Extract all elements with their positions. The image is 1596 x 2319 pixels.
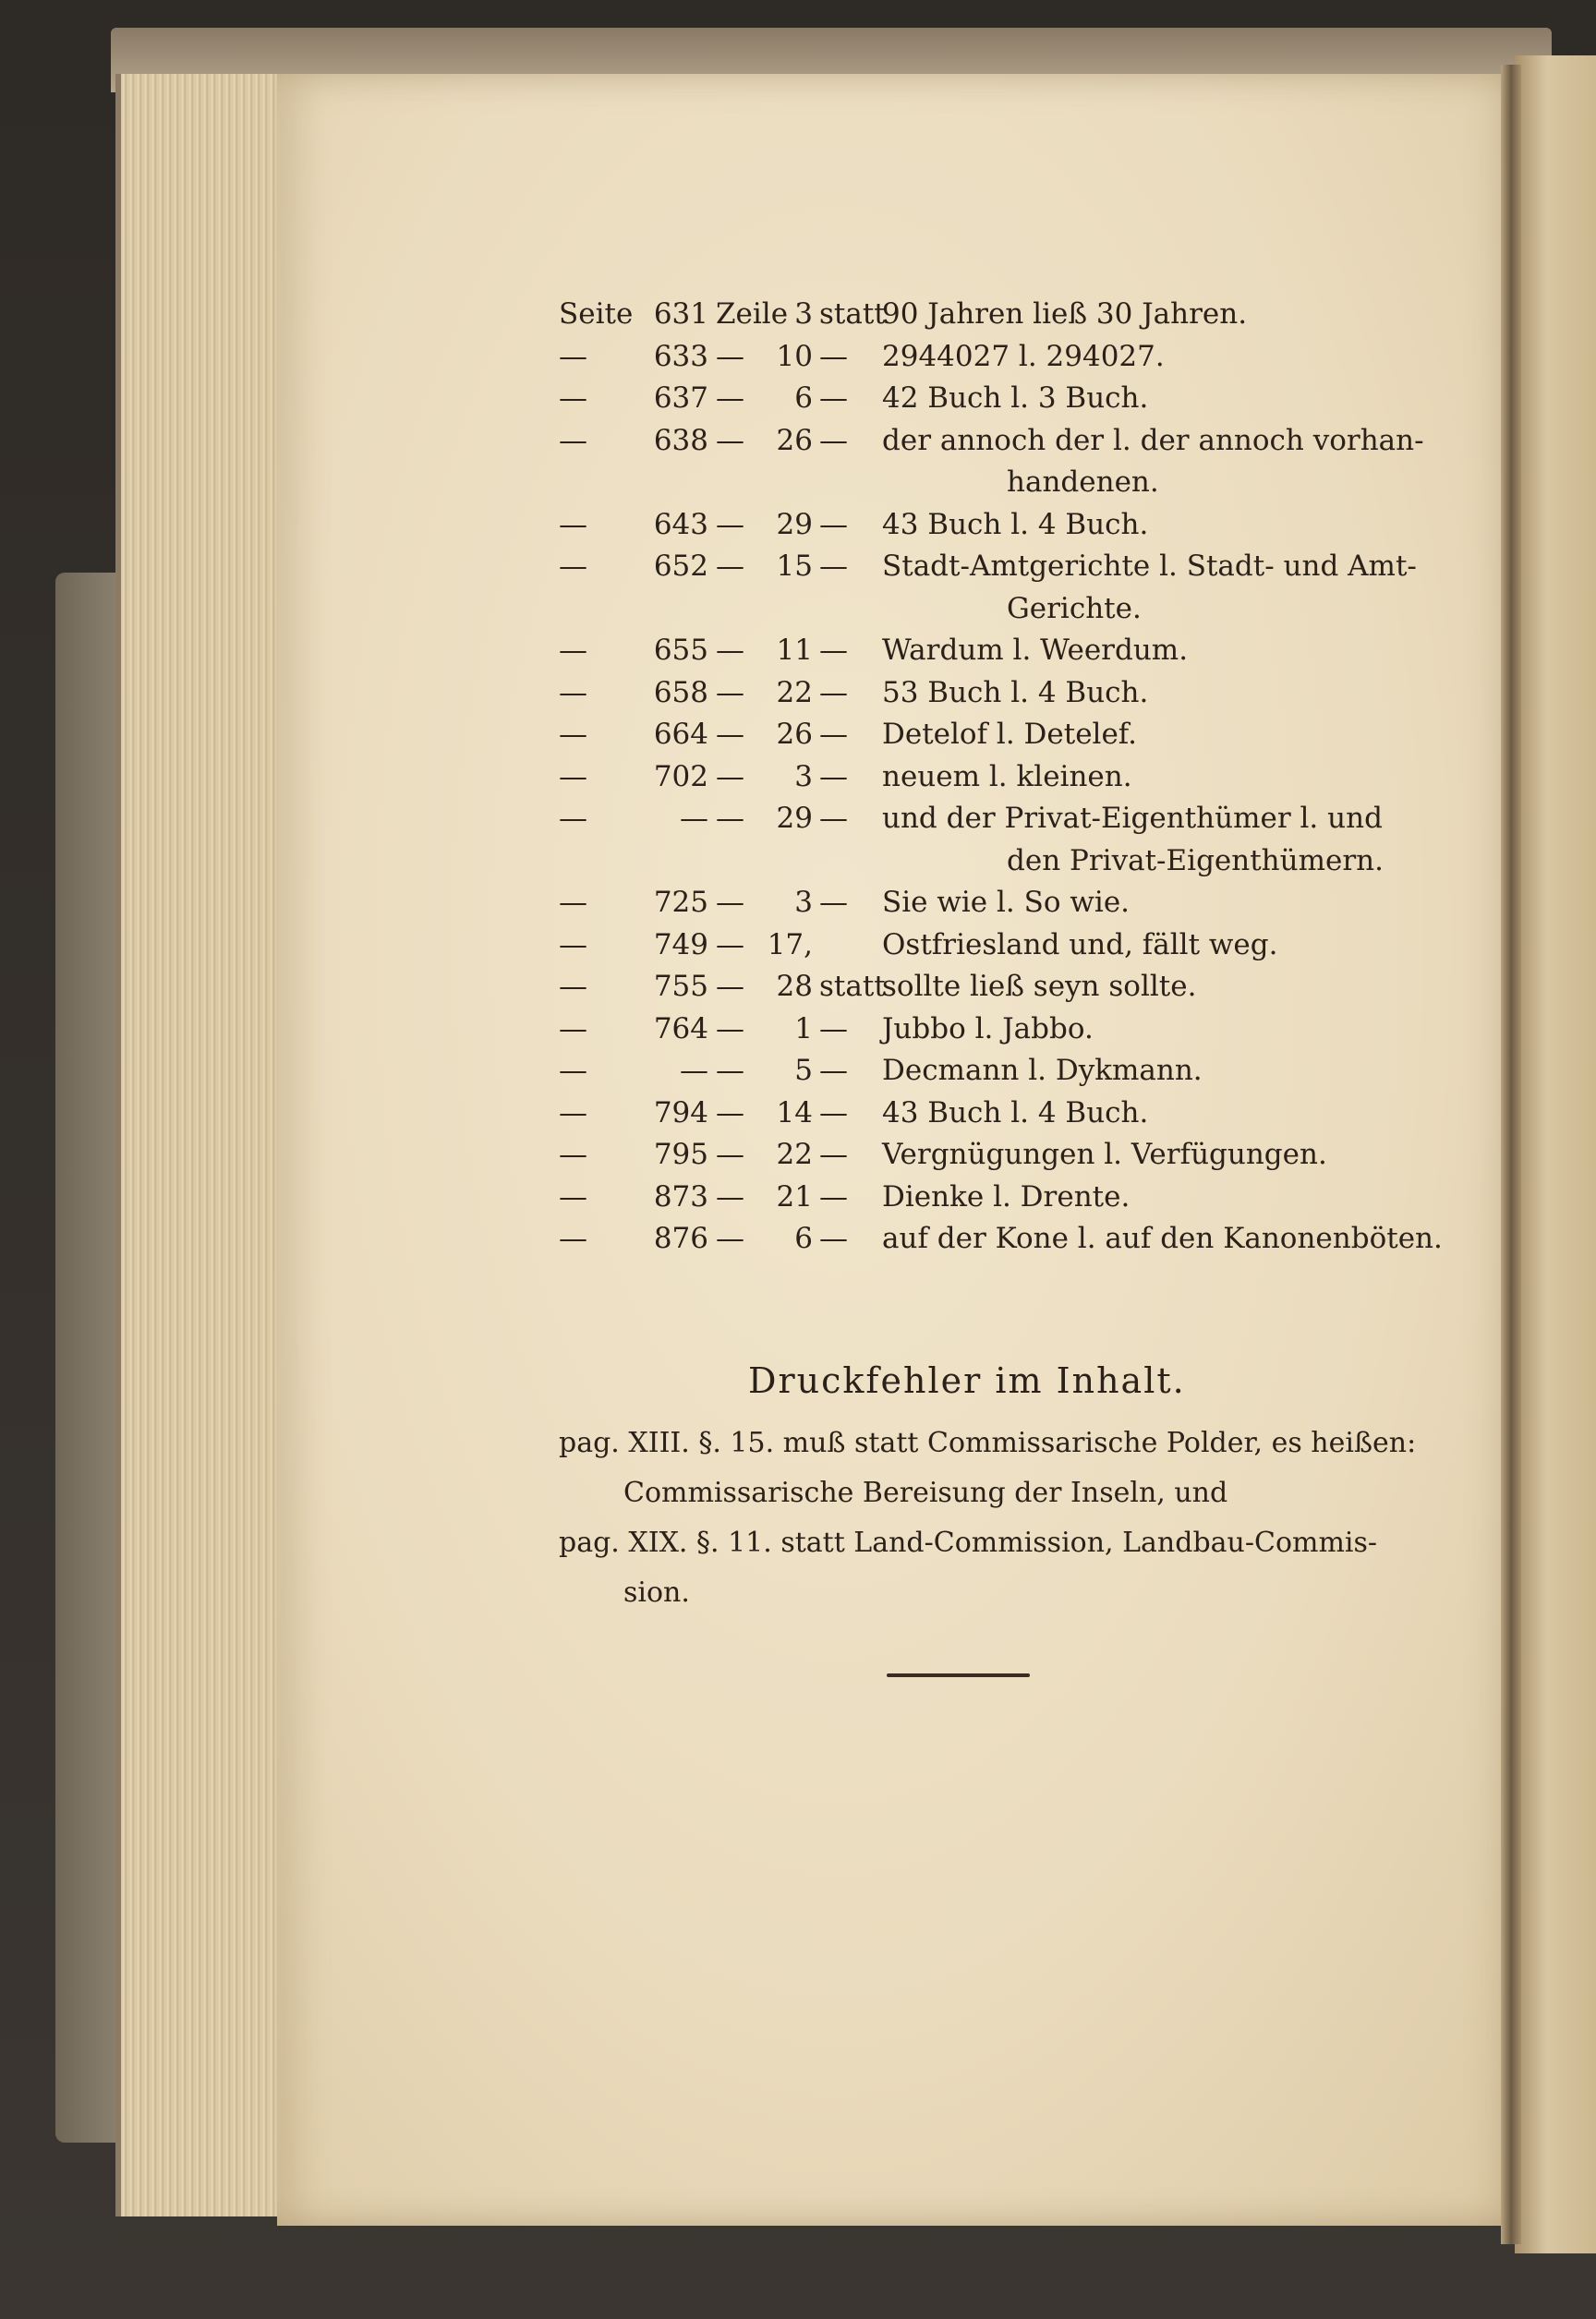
page-number-cell: —: [680, 1054, 708, 1087]
page-number-cell: 633: [653, 339, 708, 373]
statt-cell: —: [819, 381, 848, 415]
correction-continuation: den Privat-Eigenthümern.: [1007, 843, 1384, 877]
correction-text: und der Privat-Eigenthümer l. und: [882, 802, 1383, 835]
correction-text: Sie wie l. So wie.: [882, 886, 1130, 919]
zeile-cell: —: [716, 759, 744, 793]
correction-row: [559, 966, 1482, 1009]
zeile-cell: —: [716, 718, 744, 751]
errata-line: sion.: [623, 1576, 690, 1609]
correction-row: [559, 924, 1482, 967]
correction-row: [559, 882, 1482, 924]
statt-cell: —: [819, 802, 848, 835]
line-number-cell: 6: [794, 1222, 813, 1255]
zeile-cell: —: [716, 675, 744, 709]
correction-row: [559, 1093, 1482, 1135]
line-number-cell: 26: [776, 423, 813, 457]
seite-cell: —: [559, 634, 587, 667]
statt-cell: —: [819, 507, 848, 541]
correction-text: 2944027 l. 294027.: [882, 339, 1165, 373]
correction-text: Dienke l. Drente.: [882, 1179, 1130, 1214]
statt-cell: —: [819, 423, 848, 457]
zeile-cell: Zeile: [716, 297, 789, 331]
zeile-cell: —: [716, 339, 744, 373]
line-number-cell: 26: [776, 718, 813, 751]
correction-row: [559, 1050, 1482, 1093]
statt-cell: —: [819, 634, 848, 667]
line-number-cell: 14: [776, 1095, 813, 1129]
line-number-cell: 3: [794, 759, 813, 793]
line-number-cell: 29: [776, 802, 813, 835]
correction-row: [559, 630, 1482, 672]
statt-cell: —: [819, 1054, 848, 1087]
statt-cell: —: [819, 1011, 848, 1045]
correction-row: [559, 714, 1482, 756]
page-number-cell: 749: [653, 927, 708, 961]
zeile-cell: —: [716, 1179, 744, 1214]
seite-cell: —: [559, 675, 587, 709]
page-number-cell: 873: [653, 1179, 708, 1214]
line-number-cell: 22: [776, 1138, 813, 1171]
zeile-cell: —: [716, 507, 744, 541]
zeile-cell: —: [716, 970, 744, 1003]
seite-cell: —: [559, 423, 587, 457]
zeile-cell: —: [716, 634, 744, 667]
statt-cell: —: [819, 1138, 848, 1171]
statt-cell: —: [819, 759, 848, 793]
line-number-cell: 3: [794, 886, 813, 919]
zeile-cell: —: [716, 802, 744, 835]
seite-cell: —: [559, 381, 587, 415]
errata-content: [559, 294, 1482, 1609]
correction-text: der annoch der l. der annoch vorhan-: [882, 423, 1424, 457]
line-number-cell: 10: [776, 339, 813, 373]
statt-cell: statt: [819, 297, 886, 331]
seite-cell: —: [559, 759, 587, 793]
line-number-cell: 6: [794, 381, 813, 415]
errata-list: [559, 1419, 1482, 1618]
line-number-cell: 28: [776, 970, 813, 1003]
correction-text: Jubbo l. Jabbo.: [882, 1011, 1094, 1045]
page-number-cell: 655: [653, 634, 708, 667]
seite-cell: —: [559, 1095, 587, 1129]
correction-row: [559, 336, 1482, 379]
zeile-cell: —: [716, 886, 744, 919]
seite-cell: —: [559, 339, 587, 373]
zeile-cell: —: [716, 1054, 744, 1087]
line-number-cell: 21: [776, 1179, 813, 1214]
seite-cell: —: [559, 802, 587, 835]
line-number-cell: 3: [794, 297, 813, 331]
statt-cell: —: [819, 1179, 848, 1214]
seite-cell: —: [559, 1138, 587, 1171]
seite-cell: —: [559, 550, 587, 583]
seite-cell: Seite: [559, 297, 634, 331]
errata-line: pag. XIII. §. 15. muß statt Commissarische Polder, es heißen:: [559, 1427, 1417, 1459]
correction-text: 43 Buch l. 4 Buch.: [882, 1095, 1149, 1129]
line-number-cell: 17,: [767, 927, 813, 961]
seite-cell: —: [559, 718, 587, 751]
correction-row: [559, 1134, 1482, 1177]
seite-cell: —: [559, 1011, 587, 1045]
seite-cell: —: [559, 1222, 587, 1255]
page-number-cell: 643: [653, 507, 708, 541]
seite-cell: —: [559, 886, 587, 919]
section-divider-rule: [887, 1673, 1030, 1677]
seite-cell: —: [559, 1054, 587, 1087]
page-number-cell: 631: [653, 297, 708, 331]
correction-text: neuem l. kleinen.: [882, 759, 1132, 793]
correction-text: sollte ließ seyn sollte.: [882, 970, 1197, 1003]
page-number-cell: 638: [653, 423, 708, 457]
errata-line: Commissarische Bereisung der Inseln, und: [623, 1477, 1228, 1509]
errata-heading: Druckfehler im Inhalt.: [748, 1360, 1186, 1401]
correction-text: 53 Buch l. 4 Buch.: [882, 675, 1149, 709]
correction-row: [559, 546, 1482, 588]
correction-row: [559, 462, 1482, 504]
facing-page-edge: [1515, 55, 1596, 2253]
statt-cell: —: [819, 886, 848, 919]
correction-text: 42 Buch l. 3 Buch.: [882, 381, 1149, 415]
page-number-cell: 652: [653, 550, 708, 583]
page-number-cell: 664: [653, 718, 708, 751]
page-number-cell: —: [680, 802, 708, 835]
zeile-cell: —: [716, 927, 744, 961]
correction-row: [559, 420, 1482, 463]
page-number-cell: 702: [653, 759, 708, 793]
zeile-cell: —: [716, 381, 744, 415]
correction-row: [559, 504, 1482, 547]
line-number-cell: 22: [776, 675, 813, 709]
correction-row: [559, 378, 1482, 420]
correction-text: Ostfriesland und, fällt weg.: [882, 927, 1278, 961]
zeile-cell: —: [716, 1222, 744, 1255]
statt-cell: —: [819, 675, 848, 709]
correction-text: Stadt-Amtgerichte l. Stadt- und Amt-: [882, 550, 1417, 583]
page-gutter: [1501, 65, 1521, 2244]
seite-cell: —: [559, 970, 587, 1003]
zeile-cell: —: [716, 1011, 744, 1045]
statt-cell: —: [819, 1222, 848, 1255]
correction-row: [559, 588, 1482, 631]
correction-row: [559, 1009, 1482, 1051]
seite-cell: —: [559, 1179, 587, 1214]
corrections-list: [559, 294, 1482, 1261]
page-number-cell: 876: [653, 1222, 708, 1255]
page-number-cell: 637: [653, 381, 708, 415]
correction-row: [559, 756, 1482, 799]
correction-text: Detelof l. Detelef.: [882, 718, 1138, 751]
seite-cell: —: [559, 927, 587, 961]
statt-cell: —: [819, 339, 848, 373]
line-number-cell: 29: [776, 507, 813, 541]
correction-row: [559, 294, 1482, 336]
statt-cell: —: [819, 718, 848, 751]
correction-row: [559, 798, 1482, 840]
correction-continuation: Gerichte.: [1007, 591, 1142, 625]
page-number-cell: 755: [653, 970, 708, 1003]
correction-text: Decmann l. Dykmann.: [882, 1054, 1203, 1087]
statt-cell: —: [819, 550, 848, 583]
statt-cell: statt: [819, 970, 886, 1003]
page-number-cell: 794: [653, 1095, 708, 1129]
correction-row: [559, 840, 1482, 883]
correction-text: 43 Buch l. 4 Buch.: [882, 507, 1149, 541]
zeile-cell: —: [716, 423, 744, 457]
line-number-cell: 1: [794, 1011, 813, 1045]
zeile-cell: —: [716, 1138, 744, 1171]
line-number-cell: 11: [776, 634, 813, 667]
page-number-cell: 725: [653, 886, 708, 919]
correction-text: Vergnügungen l. Verfügungen.: [882, 1138, 1327, 1171]
page-number-cell: 658: [653, 675, 708, 709]
errata-line: pag. XIX. §. 11. statt Land-Commission, Landbau-Commis-: [559, 1527, 1378, 1559]
line-number-cell: 5: [794, 1054, 813, 1087]
correction-text: auf der Kone l. auf den Kanonenböten.: [882, 1222, 1443, 1255]
correction-row: [559, 1177, 1482, 1219]
correction-text: Wardum l. Weerdum.: [882, 634, 1189, 667]
seite-cell: —: [559, 507, 587, 541]
line-number-cell: 15: [776, 550, 813, 583]
correction-text: 90 Jahren ließ 30 Jahren.: [882, 297, 1248, 331]
correction-row: [559, 1218, 1482, 1261]
correction-row: [559, 672, 1482, 715]
statt-cell: —: [819, 1095, 848, 1129]
zeile-cell: —: [716, 550, 744, 583]
correction-continuation: handenen.: [1007, 465, 1159, 499]
zeile-cell: —: [716, 1095, 744, 1129]
page-number-cell: 764: [653, 1011, 708, 1045]
page-number-cell: 795: [653, 1138, 708, 1171]
